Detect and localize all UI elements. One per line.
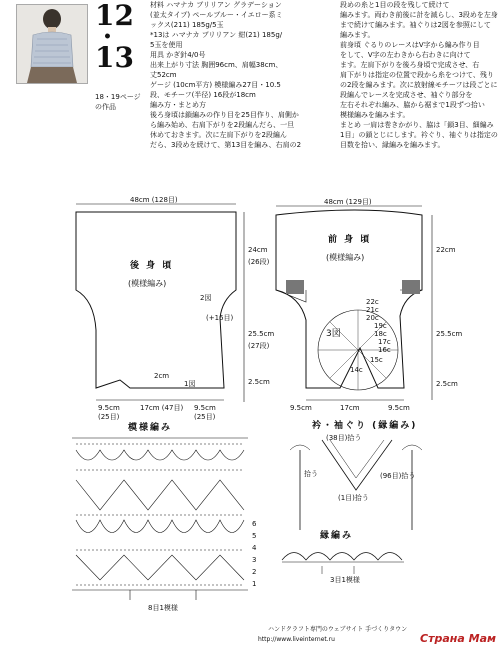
spec-line: 丈52cm xyxy=(150,71,177,79)
back-dim-24c: 24cm xyxy=(248,246,268,254)
back-dim-25dan: (27段) xyxy=(248,342,270,350)
pattern-number-dot: • xyxy=(103,29,112,45)
pattern-number-bottom: 13 xyxy=(95,41,134,74)
collar-diagram xyxy=(290,440,422,530)
front-dim-22c: 22cm xyxy=(436,246,456,254)
back-piece-subtitle: (模様編み) xyxy=(128,279,167,288)
front-dan-label: 17c xyxy=(378,338,391,346)
stitch-chart-symbols xyxy=(72,438,248,600)
right-line: 模様編みを編みます。 xyxy=(340,111,410,119)
spec-line: 5玉を使用 xyxy=(150,41,183,49)
right-line: 1目」の鎖とじにします。衿ぐり、袖ぐりは指定の xyxy=(340,131,498,139)
front-dan-label: 20c xyxy=(366,314,379,322)
back-bottom-right: 9.5cm xyxy=(194,404,216,412)
back-fig1-label: 1図 xyxy=(184,380,196,388)
back-dim-25c: 25.5cm xyxy=(248,330,275,338)
front-bottom-right: 9.5cm xyxy=(388,404,410,412)
front-dan-label: 22c xyxy=(366,298,379,306)
trim-title: 縁編み xyxy=(320,531,354,541)
collar-title: 衿・袖ぐり (縁編み) xyxy=(312,421,418,431)
pattern-number-top: 12 xyxy=(95,0,134,32)
front-dan-label: 14c xyxy=(350,366,363,374)
front-piece-title: 前 身 頃 xyxy=(328,235,372,245)
collar-label-center: (1目)拾う xyxy=(338,494,369,502)
right-line: まとめ 一肩は巻きかがり、脇は「鎖3目、細編み xyxy=(340,121,494,129)
stitch-row-label: 1 xyxy=(252,580,257,588)
right-line: 左右それぞれ編み、脇から裾まで1段ずつ拾い xyxy=(340,101,485,109)
collar-label-left: 拾う xyxy=(304,470,318,478)
stitch-row-label: 5 xyxy=(252,532,257,540)
back-dim-16: (+16目) xyxy=(206,314,234,322)
back-width-label: 48cm (128目) xyxy=(130,196,178,204)
shading-right xyxy=(402,280,420,294)
back-bottom-center: 17cm (47目) xyxy=(140,404,184,412)
front-dan-label: 18c xyxy=(374,330,387,338)
spec-line: 出来上がり寸法 胸囲96cm、肩幅38cm、 xyxy=(150,61,283,69)
back-dim-25c-bottom: 2.5cm xyxy=(248,378,270,386)
back-neck-note: 2cm xyxy=(154,372,170,380)
right-line: 目数を拾い、縁編みを編みます。 xyxy=(340,141,445,149)
front-dan-label: 15c xyxy=(370,356,383,364)
back-piece-title: 後 身 頃 xyxy=(130,261,174,271)
watermark: Страна Мам xyxy=(420,632,496,645)
spec-line: (並太タイプ) ペールブルー・イエロー系ミ xyxy=(150,11,283,19)
front-dan-label: 16c xyxy=(378,346,391,354)
footer-url[interactable]: http://www.liveinternet.ru xyxy=(258,636,335,643)
collar-label-right: (96目)拾う xyxy=(380,472,416,480)
right-line: をして、V字の左わきから右わきに向けて xyxy=(340,51,471,59)
front-dan-label: 19c xyxy=(374,322,387,330)
trim-chart xyxy=(282,553,402,561)
right-line: 段めの糸と1目の段を残して続けて xyxy=(340,1,450,9)
back-bottom-left: 9.5cm xyxy=(98,404,120,412)
right-line: 前身頃 ぐるりのレースはV字から編み作り目 xyxy=(340,41,480,49)
back-piece-outline xyxy=(76,212,236,388)
spec-line: 用具 かぎ針4/0号 xyxy=(150,51,206,59)
front-piece-subtitle: (模様編み) xyxy=(326,253,365,262)
back-bottom-left-stitches: (25目) xyxy=(98,413,120,421)
front-width-label: 48cm (129目) xyxy=(324,198,372,206)
right-line: 編みます。 xyxy=(340,31,375,39)
spec-line: *13は ハマナカ ブリリアン 紺(21) 185g/ xyxy=(150,31,283,39)
footer-credit: ハンドクラフト専門のウェブサイト 手づくりタウン xyxy=(268,626,408,633)
page-reference-line2: の作品 xyxy=(95,103,116,111)
back-fig2-label: 2図 xyxy=(200,294,212,302)
spec-line: 後ろ身頃は鎖編みの作り目を25目作り、肩側か xyxy=(150,111,299,119)
front-dan-label: 21c xyxy=(366,306,379,314)
page-reference-line1: 18・19ページ xyxy=(95,93,141,101)
front-bottom-left: 9.5cm xyxy=(290,404,312,412)
front-fig3-label: 3図 xyxy=(326,329,341,339)
back-bottom-right-stitches: (25目) xyxy=(194,413,216,421)
spec-line: ら編み始め、右肩下がりを2段編んだら、一旦 xyxy=(150,121,295,129)
stitch-row-label: 6 xyxy=(252,520,257,528)
right-line: まで続けて編みます。袖ぐりは2図を参照にして xyxy=(340,21,491,29)
trim-repeat: 3目1模様 xyxy=(330,576,360,584)
right-line: 編みます。両わき前後に計を減らし、3段めを左身 xyxy=(340,11,498,19)
stitch-row-label: 4 xyxy=(252,544,257,552)
back-dim-26dan: (26段) xyxy=(248,258,270,266)
front-dim-25c: 25.5cm xyxy=(436,330,463,338)
spec-line: 編み方・まとめ方 xyxy=(150,101,206,109)
right-line: 段編んでレースを完成させ、袖ぐり部分を xyxy=(340,91,473,99)
spec-line: ゲージ (10cm平方) 模様編み27目・10.5 xyxy=(150,81,281,89)
shading-left xyxy=(286,280,304,294)
spec-line: ックス(211) 185g/5玉 xyxy=(150,21,224,29)
stitch-chart-repeat: 8目1模様 xyxy=(148,604,178,612)
right-line: ます。左肩下がりを後ろ身頃で完成させ、右 xyxy=(340,61,480,69)
front-dim-25c-bottom: 2.5cm xyxy=(436,380,458,388)
stitch-chart-title: 模様編み xyxy=(128,423,173,433)
right-line: 肩下がりは指定の位置で段から糸をつけて、残り xyxy=(340,71,494,79)
stitch-row-label: 3 xyxy=(252,556,257,564)
stitch-row-label: 2 xyxy=(252,568,257,576)
spec-line: 段、モチーフ(半径) 16段が18cm xyxy=(150,91,256,99)
front-bottom-center: 17cm xyxy=(340,404,360,412)
spec-line: 休めておきます。次に左肩下がりを2段編ん xyxy=(150,131,287,139)
right-line: の2段を編みます。次に放射線モチーフは段ごとに xyxy=(340,81,498,89)
spec-line: 材料 ハマナカ ブリリアン グラデーション xyxy=(150,1,282,9)
spec-line: だら、3段めを続けて、第13目を編み、右肩の2 xyxy=(150,141,302,149)
collar-label-top: (38目)拾う xyxy=(326,434,362,442)
